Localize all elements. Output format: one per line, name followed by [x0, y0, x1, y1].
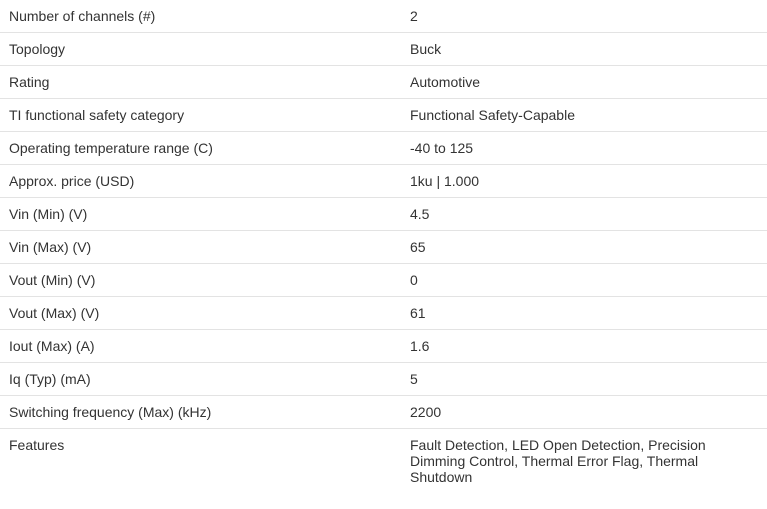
spec-label: Rating: [9, 74, 50, 90]
spec-value: 61: [410, 305, 426, 321]
spec-value: 5: [410, 371, 418, 387]
spec-row-iout-max: [0, 330, 767, 363]
spec-value: 0: [410, 272, 418, 288]
spec-value: Fault Detection, LED Open Detection, Precision Dimming Control, Thermal Error Flag, Thermal Shutdown: [410, 437, 706, 485]
spec-row-channels: [0, 0, 767, 33]
spec-row-features: [0, 429, 767, 492]
spec-value: Functional Safety-Capable: [410, 107, 575, 123]
spec-row-vin-min: [0, 198, 767, 231]
spec-row-rating: [0, 66, 767, 99]
spec-row-price: [0, 165, 767, 198]
spec-label: Approx. price (USD): [9, 173, 135, 189]
spec-row-vout-min: [0, 264, 767, 297]
spec-value: -40 to 125: [410, 140, 474, 156]
spec-label: Vin (Min) (V): [9, 206, 88, 222]
spec-value: Automotive: [410, 74, 481, 90]
spec-value: 2200: [410, 404, 442, 420]
spec-label: Topology: [9, 41, 66, 57]
spec-label: Switching frequency (Max) (kHz): [9, 404, 212, 420]
spec-label: TI functional safety category: [9, 107, 185, 123]
spec-label: Vout (Max) (V): [9, 305, 100, 321]
spec-value: 65: [410, 239, 426, 255]
spec-label: Iout (Max) (A): [9, 338, 95, 354]
spec-value: Buck: [410, 41, 442, 57]
spec-value: 4.5: [410, 206, 430, 222]
spec-value: 1ku | 1.000: [410, 173, 480, 189]
spec-value: 1.6: [410, 338, 430, 354]
spec-row-iq-typ: [0, 363, 767, 396]
spec-row-switching-frequency: [0, 396, 767, 429]
spec-label: Features: [9, 437, 65, 453]
spec-value: 2: [410, 8, 418, 24]
spec-row-vout-max: [0, 297, 767, 330]
spec-row-safety-category: [0, 99, 767, 132]
spec-row-vin-max: [0, 231, 767, 264]
spec-label: Vout (Min) (V): [9, 272, 96, 288]
spec-row-topology: [0, 33, 767, 66]
spec-label: Iq (Typ) (mA): [9, 371, 91, 387]
spec-label: Number of channels (#): [9, 8, 156, 24]
spec-label: Operating temperature range (C): [9, 140, 213, 156]
spec-label: Vin (Max) (V): [9, 239, 92, 255]
spec-row-temperature-range: [0, 132, 767, 165]
